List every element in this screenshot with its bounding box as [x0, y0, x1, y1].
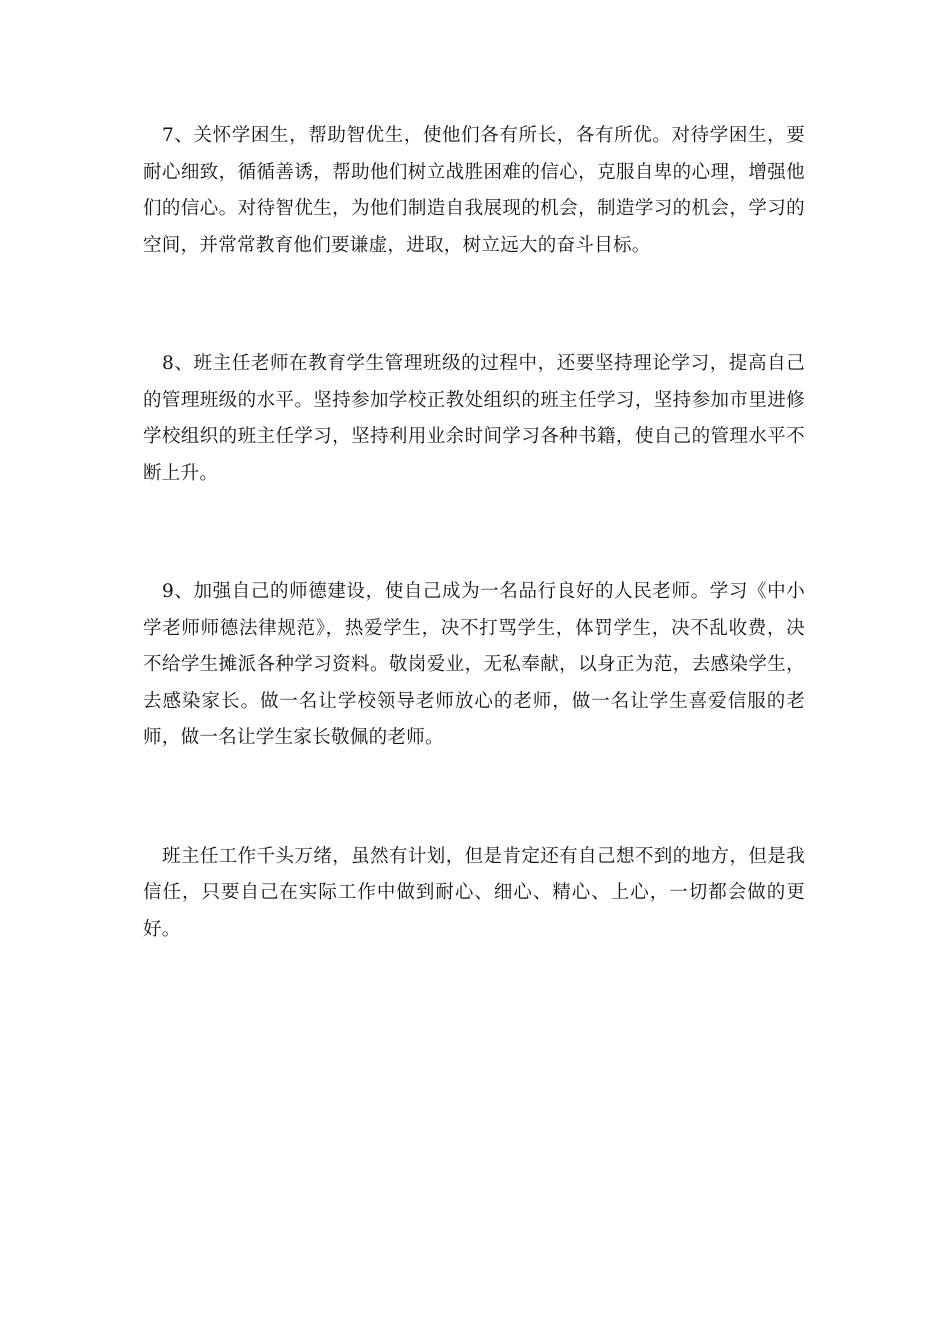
paragraph-item-9: 9、加强自己的师德建设，使自己成为一名品行良好的人民老师。学习《中小学老师师德法律规范》，热爱学生，决不打骂学生，体罚学生，决不乱收费，决不给学生摊派各种学习资料。敬岗爱业，无私奉献，以身正为范，去感染学生，去感染家长。做一名让学校领导老师放心的老师，做一名让学生喜爱信服的老师，做一名让学生家长敬佩的老师。 [143, 581, 805, 748]
paragraph-conclusion: 班主任工作千头万绪，虽然有计划，但是肯定还有自己想不到的地方，但是我信任，只要自己在实际工作中做到耐心、细心、精心、上心，一切都会做的更好。 [143, 845, 805, 940]
paragraph-item-8: 8、班主任老师在教育学生管理班级的过程中，还要坚持理论学习，提高自己的管理班级的水平。坚持参加学校正教处组织的班主任学习，坚持参加市里进修学校组织的班主任学习，坚持利用业余时间学习各种书籍，使自己的管理水平不断上升。 [143, 353, 805, 484]
paragraph-item-7: 7、关怀学困生，帮助智优生，使他们各有所长，各有所优。对待学困生，要耐心细致，循循善诱，帮助他们树立战胜困难的信心，克服自卑的心理，增强他们的信心。对待智优生，为他们制造自我展现的机会，制造学习的机会，学习的空间，并常常教育他们要谦虚，进取，树立远大的奋斗目标。 [143, 125, 805, 256]
document-body [143, 118, 805, 948]
